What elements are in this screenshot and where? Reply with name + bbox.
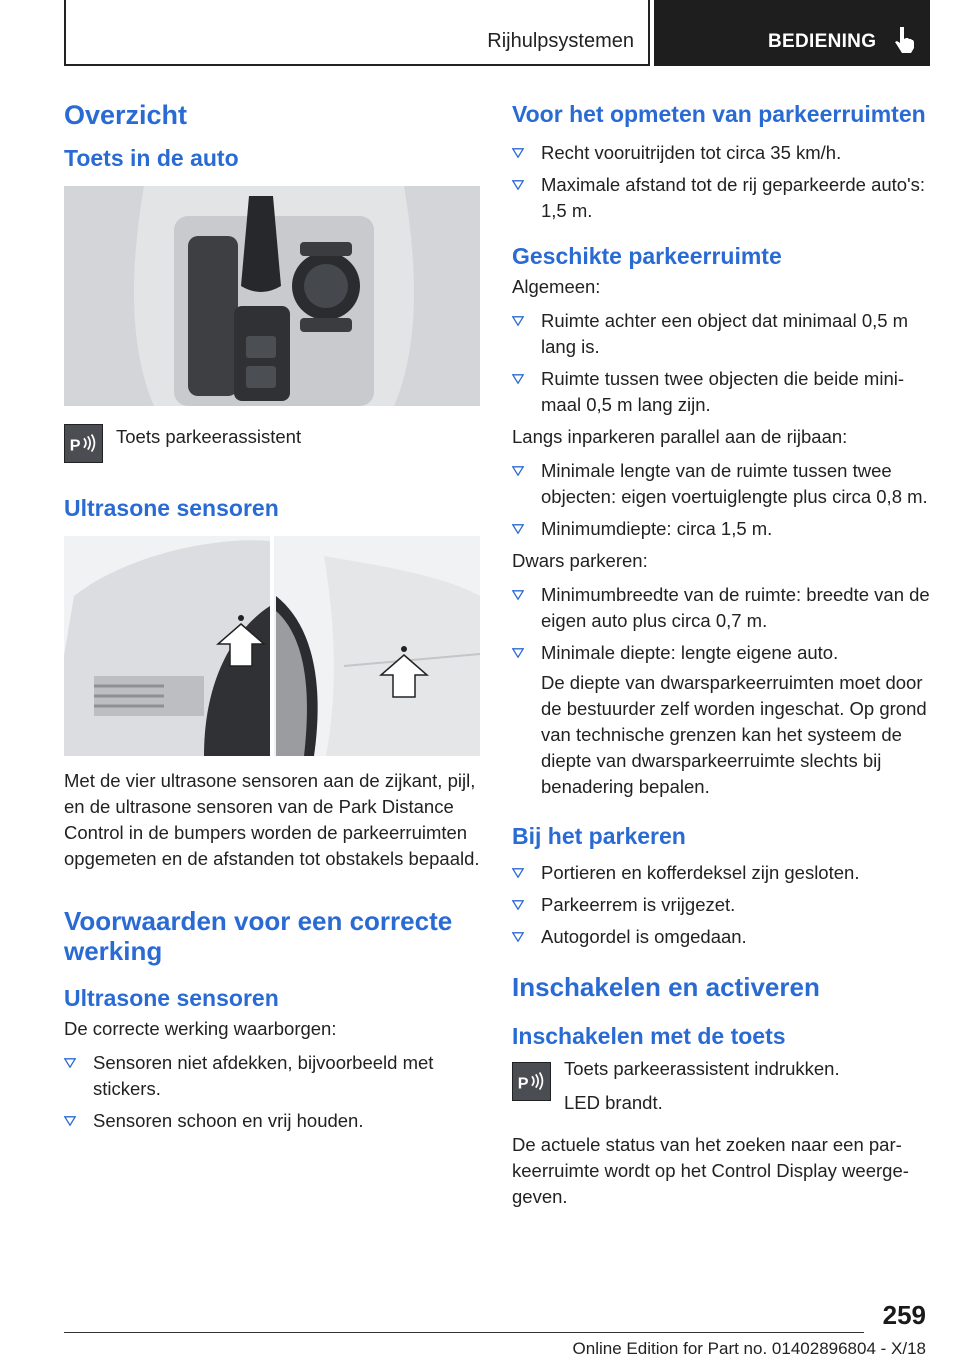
section-title: BEDIENING bbox=[768, 31, 877, 52]
edition-footer: Online Edition for Part no. 01402896804 - X/18 bbox=[572, 1339, 926, 1358]
activate-step-row bbox=[512, 1056, 930, 1116]
status-text: De actuele status van het zoeken naar een parkeerruimte wordt op het Control Display weergegeven. bbox=[512, 1134, 909, 1207]
button-activate-heading: Inschakelen met de toets bbox=[512, 1023, 786, 1049]
triangle-bullet-icon bbox=[512, 900, 524, 910]
park-assist-button-legend bbox=[64, 424, 480, 472]
req-sensors-heading: Ultrasone sensoren bbox=[64, 985, 279, 1011]
ultrasonic-sensors-photo bbox=[64, 536, 480, 756]
list-item: Autogordel is omgedaan. bbox=[512, 924, 930, 950]
page-number: 259 bbox=[882, 1300, 926, 1330]
cross-list bbox=[512, 582, 930, 666]
cross-label: Dwars parkeren: bbox=[512, 550, 648, 571]
list-item: Minimumdiepte: circa 1,5 m. bbox=[512, 516, 930, 542]
button-heading: Toets in de auto bbox=[64, 145, 239, 171]
general-label: Algemeen: bbox=[512, 276, 601, 297]
triangle-bullet-icon bbox=[512, 590, 524, 600]
triangle-bullet-icon bbox=[64, 1116, 76, 1126]
list-item: Ruimte achter een object dat minimaal 0,5 m lang is. bbox=[512, 308, 930, 360]
svg-text:P: P bbox=[517, 1074, 529, 1093]
button-caption: Toets parkeerassistent bbox=[116, 426, 302, 447]
page-header bbox=[64, 0, 930, 66]
triangle-bullet-icon bbox=[512, 316, 524, 326]
right-column bbox=[512, 100, 930, 1210]
measuring-heading: Voor het opmeten van parkeerruimten bbox=[512, 101, 926, 127]
chapter-title: Rijhulpsystemen bbox=[64, 0, 650, 66]
activate-result: LED brandt. bbox=[564, 1092, 663, 1113]
list-item: Maximale afstand tot de rij geparkeerde auto's: 1,5 m. bbox=[512, 172, 930, 224]
triangle-bullet-icon bbox=[512, 180, 524, 190]
triangle-bullet-icon bbox=[512, 374, 524, 384]
pointing-hand-icon bbox=[892, 26, 918, 54]
triangle-bullet-icon bbox=[512, 648, 524, 658]
list-item: Ruimte tussen twee objecten die beide minimaal 0,5 m lang zijn. bbox=[512, 366, 930, 418]
list-item: Sensoren niet afdekken, bijvoorbeeld met stickers. bbox=[64, 1050, 480, 1102]
list-item: Parkeerrem is vrijgezet. bbox=[512, 892, 930, 918]
sensors-heading: Ultrasone sensoren bbox=[64, 495, 279, 521]
activate-heading: Inschakelen en activeren bbox=[512, 972, 820, 1002]
park-assistant-icon bbox=[512, 1062, 551, 1101]
list-item: Minimale lengte van de ruimte tussen twee objecten: eigen voertuiglengte plus circa 0,8 m. bbox=[512, 458, 930, 510]
requirements-heading: Voorwaarden voor een correcte werking bbox=[64, 906, 453, 966]
triangle-bullet-icon bbox=[512, 868, 524, 878]
list-item: Minimale diepte: lengte eigene auto. bbox=[512, 640, 930, 666]
triangle-bullet-icon bbox=[512, 148, 524, 158]
req-intro: De correcte werking waarborgen: bbox=[64, 1018, 337, 1039]
cross-note: De diepte van dwarsparkeerruimten moet door de bestuurder zelf worden ingeschat. Op grond van technische grenzen kan het systeem de diepte van dwarsparkeerruimte slechts bij benadering bepalen. bbox=[541, 672, 927, 797]
triangle-bullet-icon bbox=[512, 524, 524, 534]
sensors-description: Met de vier ultrasone sensoren aan de zijkant, pijl, en de ultrasone sensoren van de Park Distance Control in de bumpers worden de parkeerruimten opgemeten en de afstanden tot obstakels bepaald. bbox=[64, 770, 480, 869]
list-item: Minimumbreedte van de ruimte: breedte van de eigen auto plus circa 0,7 m. bbox=[512, 582, 930, 634]
list-item: Recht vooruitrijden tot circa 35 km/h. bbox=[512, 140, 930, 166]
left-column bbox=[64, 100, 480, 1140]
overview-heading: Overzicht bbox=[64, 100, 188, 130]
svg-text:P: P bbox=[69, 436, 81, 455]
parking-list bbox=[512, 860, 930, 950]
list-item: Portieren en kofferdeksel zijn gesloten. bbox=[512, 860, 930, 886]
triangle-bullet-icon bbox=[512, 932, 524, 942]
measuring-list bbox=[512, 140, 930, 224]
triangle-bullet-icon bbox=[512, 466, 524, 476]
suitable-heading: Geschikte parkeerruimte bbox=[512, 243, 782, 269]
activate-step: Toets parkeerassistent indrukken. bbox=[564, 1058, 840, 1079]
triangle-bullet-icon bbox=[64, 1058, 76, 1068]
center-console-photo bbox=[64, 186, 480, 406]
footer-divider bbox=[64, 1332, 864, 1333]
parallel-list bbox=[512, 458, 930, 542]
park-assistant-icon bbox=[64, 424, 103, 463]
list-item: Sensoren schoon en vrij houden. bbox=[64, 1108, 480, 1134]
section-tab bbox=[654, 0, 930, 66]
general-list bbox=[512, 308, 930, 418]
parallel-label: Langs inparkeren parallel aan de rijbaan: bbox=[512, 426, 848, 447]
req-list bbox=[64, 1050, 480, 1134]
parking-heading: Bij het parkeren bbox=[512, 823, 686, 849]
